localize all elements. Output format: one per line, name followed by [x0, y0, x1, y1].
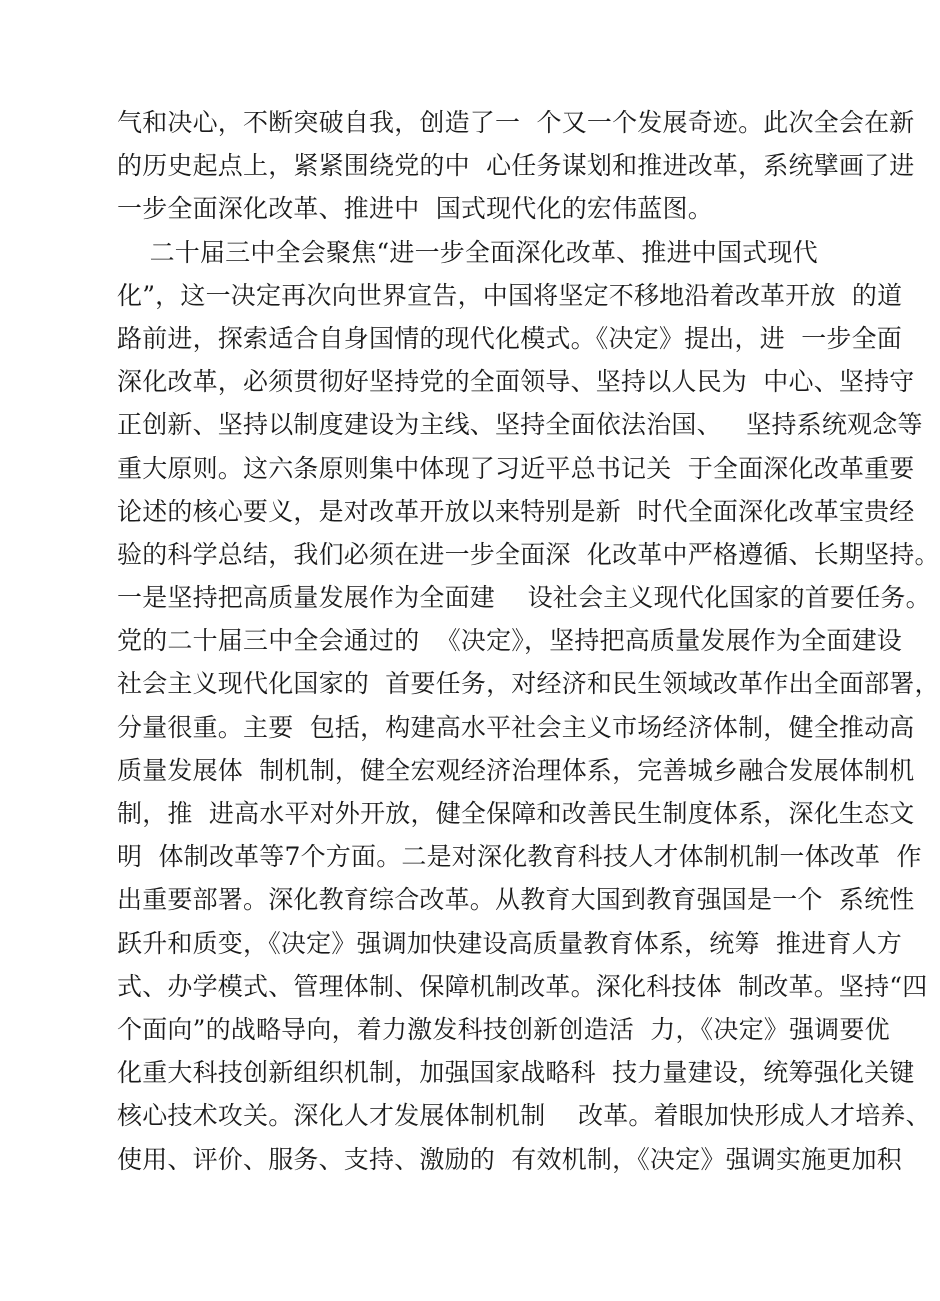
text-line: 质量发展体 制机制，健全宏观经济治理体系，完善城乡融合发展体制机 — [117, 755, 915, 785]
text-line: 社会主义现代化国家的 首要任务，对经济和民生领域改革作出全面部署， — [117, 669, 940, 699]
text-line: 气和决心，不断突破自我，创造了一 个又一个发展奇迹。此次全会在新 — [117, 108, 915, 137]
text-line: 一是坚持把高质量发展作为全面建 设社会主义现代化国家的首要任务。 — [117, 583, 931, 613]
text-line: 化”，这一决定再次向世界宣告，中国将坚定不移地沿着改革开放 的道 — [117, 280, 903, 310]
text-line: 的历史起点上，紧紧围绕党的中 心任务谋划和推进改革，系统擘画了进 — [117, 151, 915, 181]
text-line: 正创新、坚持以制度建设为主线、坚持全面依法治国、 坚持系统观念等 — [117, 410, 923, 440]
text-line: 个面向”的战略导向，着力激发科技创新创造活 力，《决定》强调要优 — [117, 1014, 890, 1044]
text-line: 分量很重。主要 包括，构建高水平社会主义市场经济体制，健全推动高 — [117, 712, 915, 742]
text-line: 化重大科技创新组织机制，加强国家战略科 技力量建设，统筹强化关键 — [117, 1058, 915, 1088]
text-line: 路前进，探索适合自身国情的现代化模式。《决定》提出，进 一步全面 — [117, 323, 902, 353]
text-line: 重大原则。这六条原则集中体现了习近平总书记关 于全面深化改革重要 — [117, 453, 915, 483]
text-line: 使用、评价、服务、支持、激励的 有效机制，《决定》强调实施更加积 — [117, 1144, 902, 1174]
text-line: 式、办学模式、管理体制、保障机制改革。深化科技体 制改革。坚持“四 — [117, 971, 928, 1001]
text-line: 深化改革，必须贯彻好坚持党的全面领导、坚持以人民为 中心、坚持守 — [117, 367, 915, 397]
text-line: 一步全面深化改革、推进中 国式现代化的宏伟蓝图。 — [117, 194, 713, 224]
text-line: 论述的核心要义，是对改革开放以来特别是新 时代全面深化改革宝贵经 — [117, 496, 915, 526]
text-line: 验的科学总结，我们必须在进一步全面深 化改革中严格遵循、长期坚持。 — [117, 539, 940, 569]
text-line: 核心技术攻关。深化人才发展体制机制 改革。着眼加快形成人才培养、 — [117, 1101, 931, 1131]
text-line: 二十届三中全会聚焦“进一步全面深化改革、推进中国式现代 — [117, 237, 818, 267]
text-line: 党的二十届三中全会通过的 《决定》，坚持把高质量发展作为全面建设 — [117, 626, 902, 656]
text-line: 明 体制改革等7个方面。二是对深化教育科技人才体制机制一体改革 作 — [117, 842, 922, 872]
text-line: 出重要部署。深化教育综合改革。从教育大国到教育强国是一个 系统性 — [117, 885, 915, 915]
text-line: 制，推 进高水平对外开放，健全保障和改善民生制度体系，深化生态文 — [117, 799, 915, 828]
body-text — [117, 101, 940, 1181]
text-line: 跃升和质变，《决定》强调加快建设高质量教育体系，统筹 推进育人方 — [117, 928, 902, 958]
